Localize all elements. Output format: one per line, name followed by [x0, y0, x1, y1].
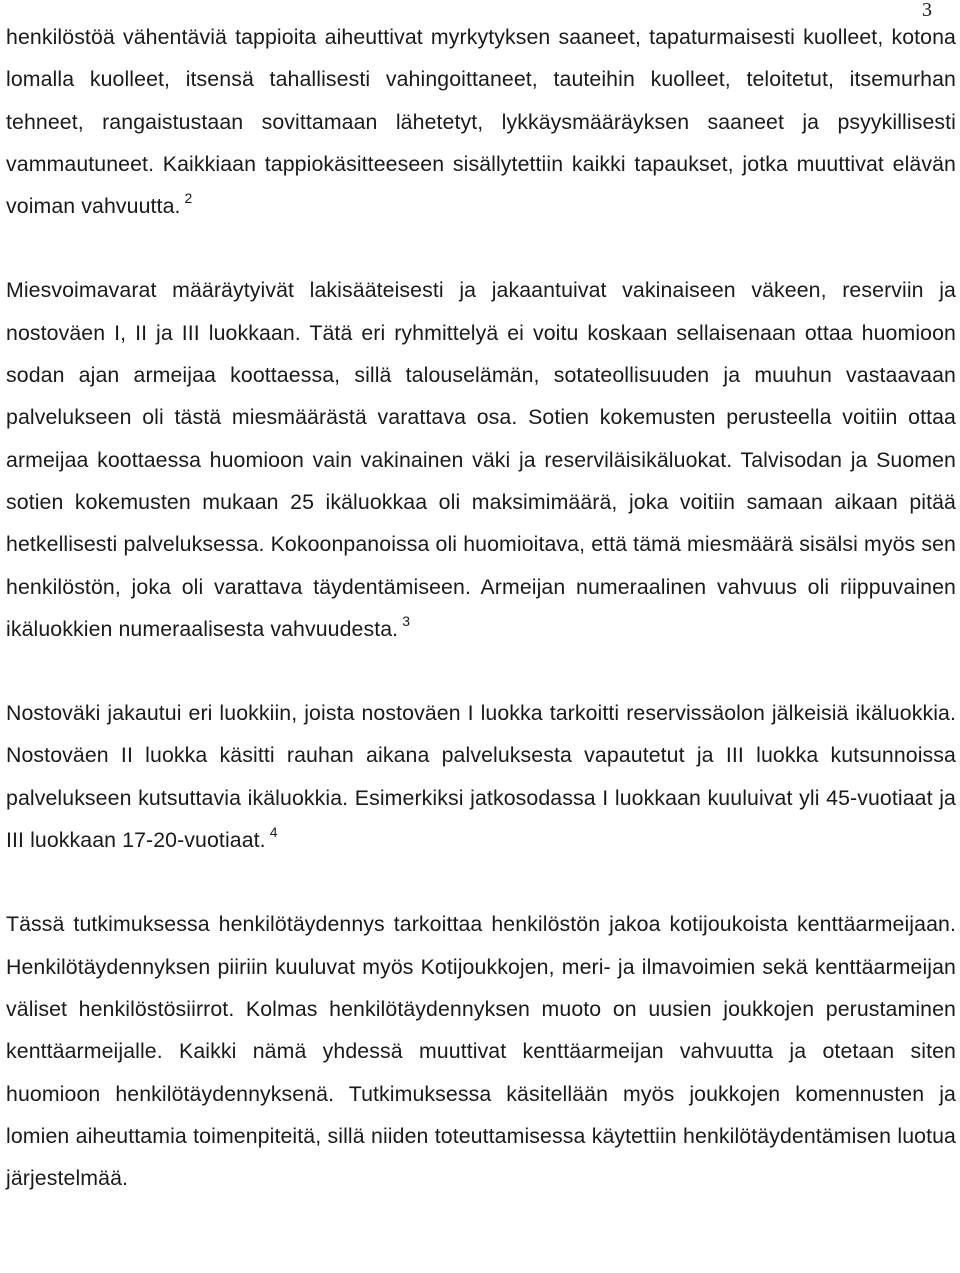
page-number: 3: [922, 0, 932, 21]
paragraph-text: Miesvoimavarat määräytyivät lakisääteisesti ja jakaantuivat vakinaiseen väkeen, reserviin ja nostoväen I, II ja III luokkaan. Tätä eri ryhmittelyä ei voitu koskaan sellaisenaan ottaa huomioon sodan ajan armeijaa koottaessa, sillä talouselämän, sotateollisuuden ja muuhun vastaavaan palvelukseen oli tästä miesmäärästä varattava osa. Sotien kokemusten perusteella voitiin ottaa armeijaa koottaessa huomioon vain vakinainen väki ja reserviläisikäluokat. Talvisodan ja Suomen sotien kokemusten mukaan 25 ikäluokkaa oli maksimimäärä, joka voitiin samaan aikaan pitää hetkellisesti palveluksessa. Kokoonpanoissa oli huomioitava, että tämä miesmäärä sisälsi myös sen henkilöstön, joka oli varattava täydentämiseen. Armeijan numeraalinen vahvuus oli riippuvainen ikäluokkien numeraalisesta vahvuudesta.: [6, 278, 956, 641]
paragraph-3: [6, 692, 956, 861]
document-body: [6, 16, 956, 1199]
paragraph-text: Nostoväki jakautui eri luokkiin, joista nostoväen I luokka tarkoitti reservissäolon jälkeisiä ikäluokkia. Nostoväen II luokka käsitti rauhan aikana palveluksesta vapautetut ja III luokka kutsunnoissa palvelukseen kutsuttavia ikäluokkia. Esimerkiksi jatkosodassa I luokkaan kuuluivat yli 45-vuotiaat ja III luokkaan 17-20-vuotiaat.: [6, 701, 956, 853]
paragraph-4: [6, 903, 956, 1199]
paragraph-text: henkilöstöä vähentäviä tappioita aiheuttivat myrkytyksen saaneet, tapaturmaisesti kuolleet, kotona lomalla kuolleet, itsensä tahallisesti vahingoittaneet, tauteihin kuolleet, teloitetut, itsemurhan tehneet, rangaistustaan sovittamaan lähetetyt, lykkäysmääräyksen saaneet ja psyykillisesti vammautuneet. Kaikkiaan tappiokäsitteeseen sisällytettiin kaikki tapaukset, jotka muuttivat elävän voiman vahvuutta.: [6, 25, 956, 219]
footnote-marker: 3: [402, 612, 411, 629]
paragraph-1: [6, 16, 956, 227]
paragraph-2: [6, 269, 956, 650]
footnote-marker: 4: [269, 824, 278, 841]
footnote-marker: 2: [184, 190, 193, 207]
paragraph-text: Tässä tutkimuksessa henkilötäydennys tarkoittaa henkilöstön jakoa kotijoukoista kenttäarmeijaan. Henkilötäydennyksen piiriin kuuluvat myös Kotijoukkojen, meri- ja ilmavoimien sekä kenttäarmeijan väliset henkilöstösiirrot. Kolmas henkilötäydennyksen muoto on uusien joukkojen perustaminen kenttäarmeijalle. Kaikki nämä yhdessä muuttivat kenttäarmeijan vahvuutta ja otetaan siten huomioon henkilötäydennyksenä. Tutkimuksessa käsitellään myös joukkojen komennusten ja lomien aiheuttamia toimenpiteitä, sillä niiden toteuttamisessa käytettiin henkilötäydentämisen luotua järjestelmää.: [6, 912, 956, 1191]
